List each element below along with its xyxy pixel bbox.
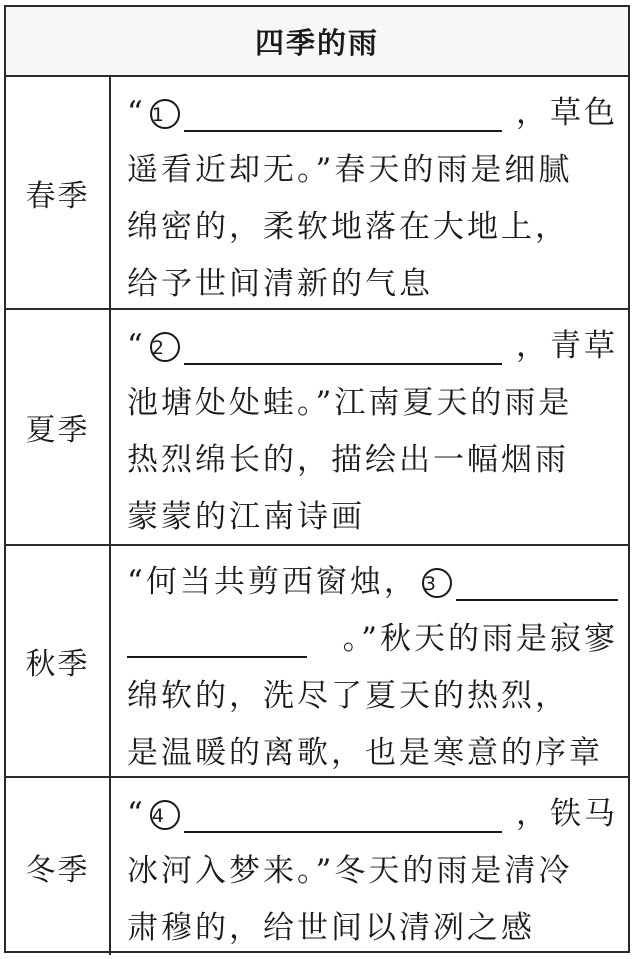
fill-blank-3-part-1[interactable] [456, 565, 618, 601]
table-row-spring [6, 77, 628, 310]
winter-line-3: 肃穆的，给世间以清冽之感 [127, 910, 535, 946]
table-title: 四季的雨 [6, 7, 628, 77]
summer-line-2: 池塘处处蛙。”江南夏天的雨是 [127, 385, 573, 421]
fill-blank-2[interactable] [184, 329, 502, 365]
open-quote: “ [127, 328, 146, 364]
summer-line-1-tail: ，青草 [516, 328, 618, 364]
autumn-line-2-tail: 。”秋天的雨是寂寥 [342, 621, 618, 657]
winter-line-1 [127, 786, 618, 843]
spring-line-1-tail: ，草色 [516, 95, 618, 131]
autumn-line-3: 绵软的，洗尽了夏天的热烈， [127, 678, 569, 714]
summer-line-1 [127, 318, 618, 375]
table-row-winter [6, 778, 628, 955]
open-quote: “ [127, 796, 146, 832]
spring-line-3: 绵密的，柔软地落在大地上， [127, 209, 569, 245]
blank-number-3: 3 [422, 568, 452, 598]
autumn-line-1-text: “何当共剪西窗烛， [127, 564, 418, 600]
spring-line-2: 遥看近却无。”春天的雨是细腻 [127, 152, 573, 188]
season-label-summer: 夏季 [6, 310, 111, 544]
description-autumn [111, 546, 628, 776]
poetry-table [4, 5, 630, 953]
fill-blank-1[interactable] [184, 96, 502, 132]
winter-line-1-tail: ，铁马 [516, 796, 618, 832]
spring-line-4: 给予世间清新的气息 [127, 266, 433, 302]
season-label-spring: 春季 [6, 77, 111, 308]
winter-line-2: 冰河入梦来。”冬天的雨是清冷 [127, 853, 573, 889]
description-winter [111, 778, 628, 955]
description-summer [111, 310, 628, 544]
season-label-winter: 冬季 [6, 778, 111, 955]
fill-blank-4[interactable] [184, 797, 502, 833]
open-quote: “ [127, 95, 146, 131]
description-spring [111, 77, 628, 308]
season-label-autumn: 秋季 [6, 546, 111, 776]
summer-line-4: 蒙蒙的江南诗画 [127, 499, 365, 535]
summer-line-3: 热烈绵长的，描绘出一幅烟雨 [127, 442, 569, 478]
blank-number-1: 1 [150, 99, 180, 129]
autumn-line-1 [127, 554, 618, 611]
autumn-line-4: 是温暖的离歌，也是寒意的序章 [127, 735, 603, 771]
spring-line-1 [127, 85, 618, 142]
blank-number-2: 2 [150, 332, 180, 362]
autumn-line-2 [127, 611, 618, 668]
table-row-summer [6, 310, 628, 546]
fill-blank-3-part-2[interactable] [127, 622, 307, 658]
table-row-autumn [6, 546, 628, 778]
blank-number-4: 4 [150, 800, 180, 830]
